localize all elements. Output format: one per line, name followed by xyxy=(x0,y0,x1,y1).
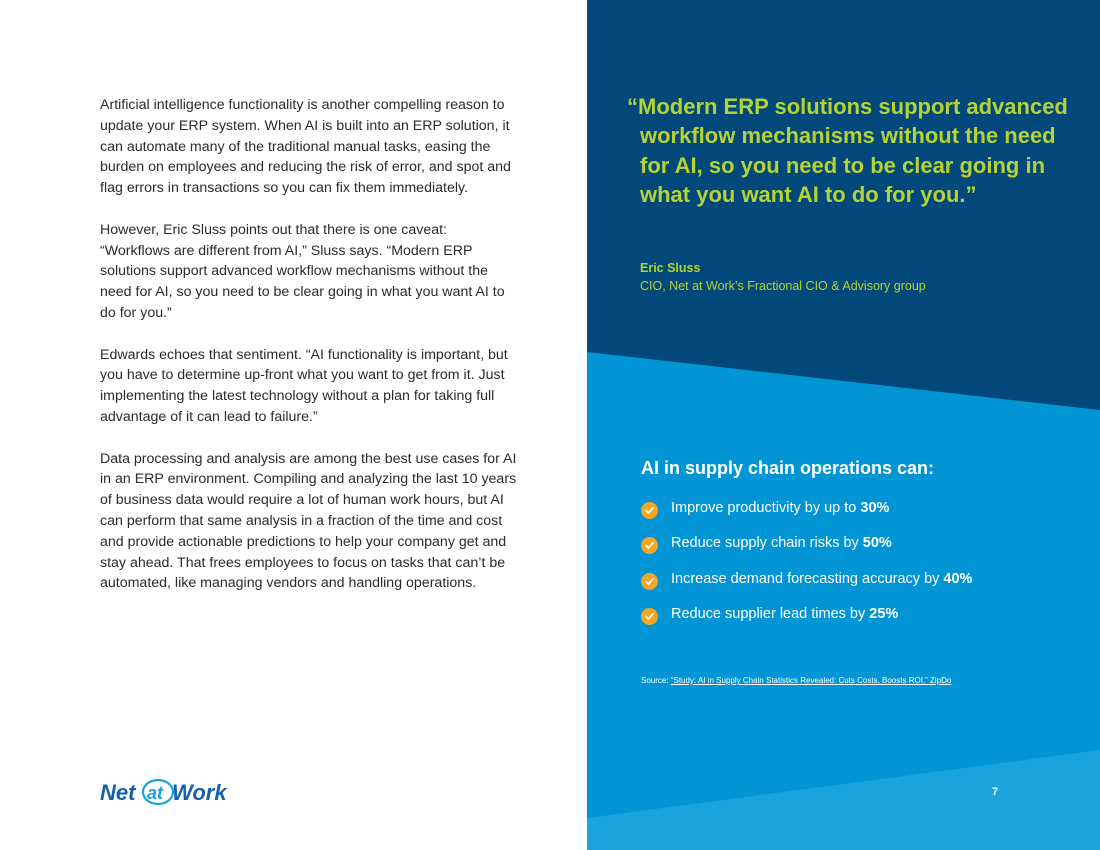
body-paragraph: Data processing and analysis are among the best use cases for AI in an ERP environment. Compiling and analyzing the last 10 years of business data would require a lot of human work hours, but AI can perform that same analysis in a fraction of the time and cost and provide actionable predictions to help your company get and stay ahead. That frees employees to focus on tasks that can’t be automated, like managing vendors and handling operations. xyxy=(100,450,517,592)
stat-value: 25% xyxy=(869,605,899,622)
stat-item xyxy=(641,535,1081,570)
quote-author-title: CIO, Net at Work’s Fractional CIO & Advisory group xyxy=(640,279,926,293)
right-panel xyxy=(587,0,1100,850)
stat-label: Improve productivity by up to xyxy=(671,500,857,516)
source-prefix: Source: xyxy=(641,676,669,685)
pull-quote: “Modern ERP solutions support advanced workflow mechanisms without the need for AI, so you need to be clear going in what you want AI to do for you.” xyxy=(627,94,1068,208)
source-link[interactable]: “Study: AI in Supply Chain Statistics Revealed: Cuts Costs, Boosts ROI,” ZipDo xyxy=(670,676,952,685)
logo-text-work: Work xyxy=(172,780,227,805)
body-paragraph: However, Eric Sluss points out that there is one caveat: “Workflows are different from AI,” Sluss says. “Modern ERP solutions support advanced workflow mechanisms without the need for AI, so you need to be clear going in what you want AI to do for you.” xyxy=(100,221,505,321)
source-citation xyxy=(641,676,951,685)
stats-list xyxy=(641,500,1081,641)
body-paragraph: Edwards echoes that sentiment. “AI functionality is important, but you have to determine up-front what you want to get from it. Just implementing the latest technology without a plan for taking full advantage of it can lead to failure.” xyxy=(100,346,508,425)
stat-value: 50% xyxy=(862,535,892,552)
stat-item xyxy=(641,606,1081,641)
checkmark-icon xyxy=(641,502,658,519)
stat-item xyxy=(641,500,1081,535)
checkmark-icon xyxy=(641,537,658,554)
net-at-work-logo xyxy=(100,776,235,808)
stat-label: Reduce supply chain risks by xyxy=(671,535,859,552)
checkmark-icon xyxy=(641,608,658,625)
stat-label: Increase demand forecasting accuracy by xyxy=(671,570,940,587)
checkmark-icon xyxy=(641,573,658,590)
page-number: 7 xyxy=(992,786,999,798)
body-text xyxy=(100,95,520,615)
body-paragraph: Artificial intelligence functionality is another compelling reason to update your ERP system. When AI is built into an ERP solution, it can automate many of the traditional manual tasks, easing the burden on employees and reducing the risk of error, and spot and flag errors in transactions so you can fix them immediately. xyxy=(100,97,511,197)
stats-heading: AI in supply chain operations can: xyxy=(641,458,935,478)
logo-text-at: at xyxy=(147,783,164,803)
stat-value: 40% xyxy=(943,570,973,587)
stat-label: Reduce supplier lead times by xyxy=(671,605,866,622)
stat-value: 30% xyxy=(860,500,890,516)
quote-author: Eric Sluss xyxy=(640,261,701,275)
logo-text-net: Net xyxy=(100,780,136,805)
stat-item xyxy=(641,571,1081,606)
